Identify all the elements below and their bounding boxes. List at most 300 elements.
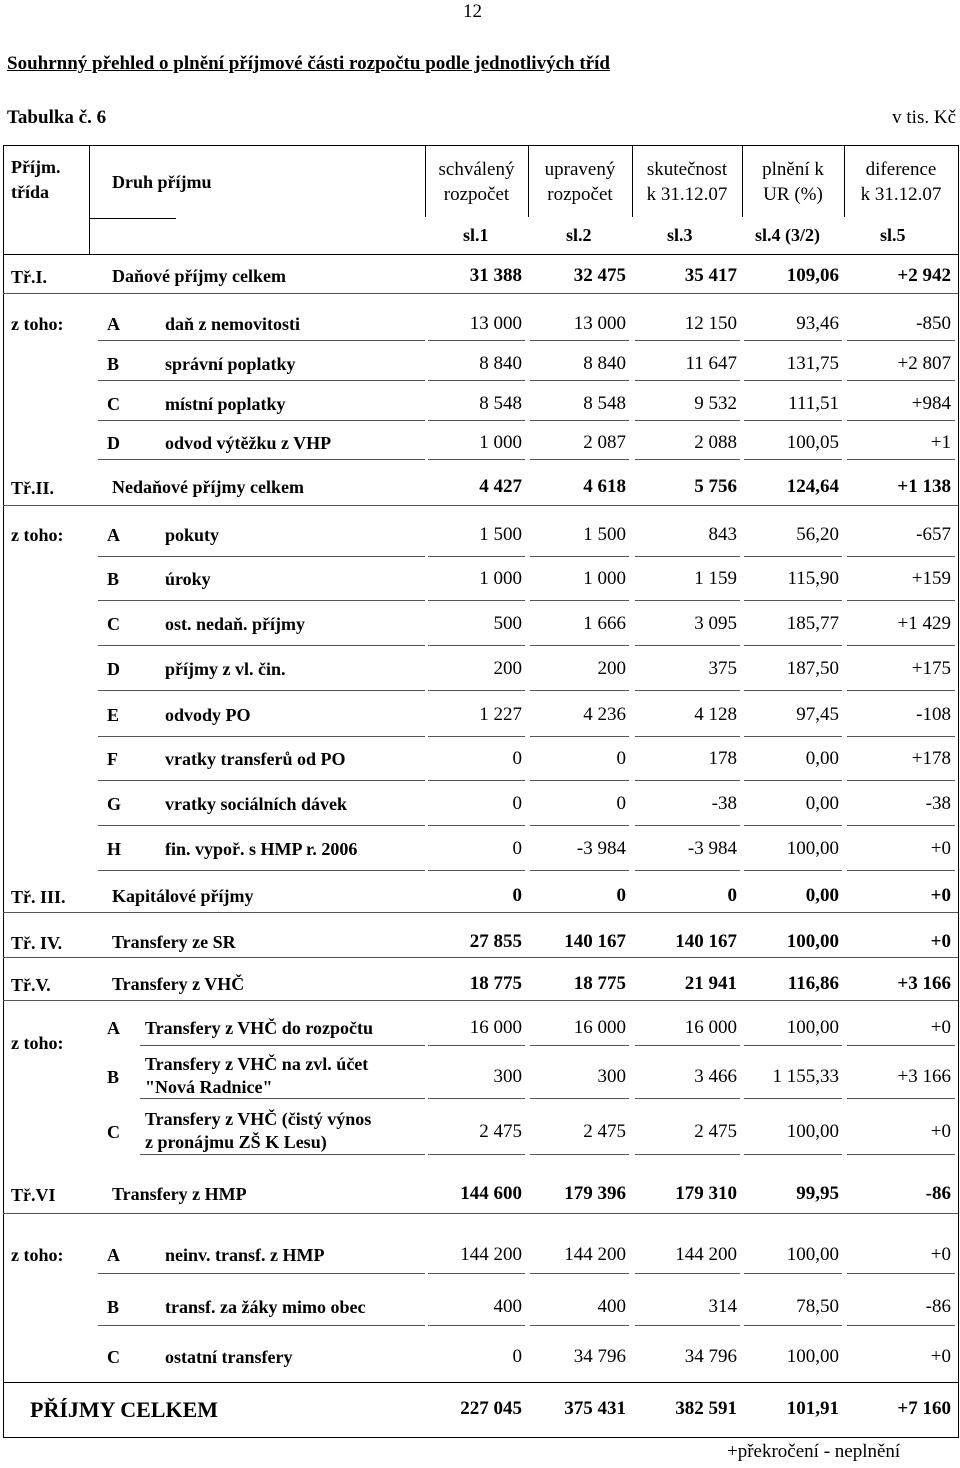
item-name: transf. za žáky mimo obec: [165, 1297, 366, 1317]
cell-divider: [635, 1273, 740, 1274]
value-cell: 100,00: [786, 1017, 839, 1038]
row-divider: [98, 736, 425, 737]
cell-divider: [428, 380, 525, 381]
cell-divider: [428, 340, 525, 341]
value-cell: +178: [911, 748, 951, 769]
value-cell: 2 475: [583, 1121, 626, 1142]
value-cell: 35 417: [684, 265, 737, 286]
value-cell: +0: [930, 1346, 951, 1367]
cell-divider: [428, 459, 525, 460]
item-name: ostatní transfery: [165, 1347, 293, 1367]
value-cell: 12 150: [684, 313, 737, 334]
row-divider: [140, 1045, 425, 1046]
cell-divider: [530, 690, 629, 691]
value-cell: 843: [708, 524, 737, 545]
value-cell: 0: [616, 885, 626, 906]
value-cell: 111,51: [788, 393, 839, 414]
value-cell: +984: [911, 393, 951, 414]
item-name: Nedaňové příjmy celkem: [112, 477, 304, 497]
value-cell: 0: [512, 748, 522, 769]
cell-divider: [530, 1325, 629, 1326]
row-divider: [3, 293, 958, 294]
item-letter: B: [107, 1297, 120, 1317]
value-cell: -108: [916, 704, 951, 725]
cell-divider: [635, 459, 740, 460]
cell-divider: [530, 556, 629, 557]
value-cell: 31 388: [469, 265, 522, 286]
value-cell: 97,45: [796, 704, 839, 725]
header-c5-l2: k 31.12.07: [860, 184, 942, 205]
value-cell: -86: [925, 1183, 951, 1204]
value-cell: 21 941: [684, 973, 737, 994]
z-toho-label: z toho:: [11, 525, 64, 545]
cell-divider: [428, 1154, 525, 1155]
value-cell: 0: [727, 885, 737, 906]
value-cell: +0: [930, 838, 951, 859]
value-cell: 1 155,33: [772, 1066, 839, 1087]
cell-divider: [428, 420, 525, 421]
value-cell: 115,90: [787, 568, 839, 589]
row-divider: [98, 780, 425, 781]
cell-divider: [428, 825, 525, 826]
table-label: Tabulka č. 6: [7, 107, 107, 128]
cell-divider: [744, 825, 842, 826]
value-cell: +1 138: [897, 476, 951, 497]
value-cell: +0: [930, 1244, 951, 1265]
value-cell: 100,00: [786, 1121, 839, 1142]
value-cell: 34 796: [684, 1346, 737, 1367]
cell-divider: [847, 736, 955, 737]
value-cell: 0: [512, 838, 522, 859]
row-divider: [3, 1000, 958, 1001]
value-cell: 179 310: [675, 1183, 737, 1204]
value-cell: 300: [493, 1066, 522, 1087]
value-cell: -657: [916, 524, 951, 545]
cell-divider: [635, 556, 740, 557]
header-c5-l1: diference: [865, 159, 937, 180]
item-letter: A: [107, 1018, 120, 1038]
cell-divider: [530, 780, 629, 781]
cell-divider: [847, 825, 955, 826]
header-s5: sl.5: [880, 225, 906, 245]
value-cell: -850: [916, 313, 951, 334]
cell-divider: [847, 459, 955, 460]
value-cell: +3 166: [897, 973, 951, 994]
class-code: Tř. III.: [11, 887, 66, 907]
value-cell: 100,00: [786, 838, 839, 859]
row-divider: [3, 912, 958, 913]
cell-divider: [428, 1273, 525, 1274]
cell-divider: [635, 690, 740, 691]
row-divider: [98, 825, 425, 826]
cell-divider: [635, 1045, 740, 1046]
cell-divider: [847, 1098, 955, 1099]
cell-divider: [847, 870, 955, 871]
row-divider: [3, 957, 958, 958]
value-cell: 100,00: [786, 1244, 839, 1265]
value-cell: 100,00: [786, 931, 839, 952]
item-name: vratky sociálních dávek: [165, 794, 348, 814]
item-name: správní poplatky: [165, 354, 296, 374]
value-cell: 1 500: [583, 524, 626, 545]
cell-divider: [530, 420, 629, 421]
row-divider: [98, 645, 425, 646]
cell-divider: [744, 1098, 842, 1099]
value-cell: 1 000: [479, 568, 522, 589]
page-title: Souhrnný přehled o plnění příjmové části rozpočtu podle jednotlivých tříd: [7, 53, 610, 74]
value-cell: 1 159: [694, 568, 737, 589]
cell-divider: [428, 1325, 525, 1326]
value-cell: 185,77: [786, 613, 839, 634]
value-cell: 227 045: [460, 1398, 522, 1419]
cell-divider: [428, 780, 525, 781]
value-cell: 178: [708, 748, 737, 769]
value-cell: 0,00: [805, 885, 839, 906]
value-cell: 78,50: [796, 1296, 839, 1317]
class-code: Tř.V.: [11, 975, 51, 995]
class-code: Tř. IV.: [11, 933, 63, 953]
value-cell: 144 200: [460, 1244, 522, 1265]
cell-divider: [744, 420, 842, 421]
item-name: úroky: [165, 569, 211, 589]
cell-divider: [635, 600, 740, 601]
header-s3: sl.3: [667, 225, 693, 245]
cell-divider: [530, 1098, 629, 1099]
value-cell: 56,20: [796, 524, 839, 545]
value-cell: 1 000: [583, 568, 626, 589]
item-letter: C: [107, 614, 120, 634]
class-code: Tř.II.: [11, 478, 55, 498]
value-cell: 124,64: [786, 476, 839, 497]
item-letter: B: [107, 569, 120, 589]
cell-divider: [530, 870, 629, 871]
value-cell: 116,86: [787, 973, 839, 994]
value-cell: 375 431: [564, 1398, 626, 1419]
cell-divider: [428, 1045, 525, 1046]
value-cell: 9 532: [694, 393, 737, 414]
cell-divider: [744, 870, 842, 871]
value-cell: 16 000: [684, 1017, 737, 1038]
value-cell: 18 775: [573, 973, 626, 994]
item-name: odvody PO: [165, 705, 251, 725]
row-divider: [98, 340, 425, 341]
item-letter: C: [107, 394, 120, 414]
cell-divider: [744, 1154, 842, 1155]
cell-divider: [635, 780, 740, 781]
value-cell: 16 000: [469, 1017, 522, 1038]
value-cell: 200: [493, 658, 522, 679]
value-cell: 32 475: [573, 265, 626, 286]
value-cell: +2 807: [897, 353, 951, 374]
row-divider: [140, 1098, 425, 1099]
value-cell: 0: [512, 1346, 522, 1367]
row-divider: [3, 505, 958, 506]
row-divider: [98, 870, 425, 871]
footnote: +překročení - neplnění: [727, 1441, 901, 1462]
item-letter: H: [107, 839, 122, 859]
cell-divider: [847, 420, 955, 421]
cell-divider: [847, 1154, 955, 1155]
value-cell: +1: [930, 432, 951, 453]
cell-divider: [635, 645, 740, 646]
item-name: daň z nemovitosti: [165, 314, 300, 334]
header-s2: sl.2: [566, 225, 592, 245]
cell-divider: [744, 556, 842, 557]
header-class-l1: Příjm.: [11, 157, 61, 177]
item-name-line1: Transfery z VHČ na zvl. účet: [145, 1054, 369, 1074]
cell-divider: [744, 600, 842, 601]
cell-divider: [744, 736, 842, 737]
cell-divider: [635, 340, 740, 341]
item-name: Kapitálové příjmy: [112, 886, 254, 906]
item-name: neinv. transf. z HMP: [165, 1245, 325, 1265]
item-name: vratky transferů od PO: [165, 749, 346, 769]
header-c2-l2: rozpočet: [547, 184, 613, 205]
value-cell: 99,95: [796, 1183, 839, 1204]
cell-divider: [744, 690, 842, 691]
value-cell: 375: [708, 658, 737, 679]
cell-divider: [847, 690, 955, 691]
item-letter: A: [107, 525, 120, 545]
value-cell: 18 775: [469, 973, 522, 994]
value-cell: +3 166: [897, 1066, 951, 1087]
cell-divider: [635, 380, 740, 381]
header-c1-l1: schválený: [438, 159, 515, 180]
cell-divider: [744, 1325, 842, 1326]
value-cell: 2 475: [694, 1121, 737, 1142]
header-c2-l1: upravený: [544, 159, 616, 180]
value-cell: 0,00: [805, 793, 839, 814]
cell-divider: [744, 645, 842, 646]
row-divider: [98, 1273, 425, 1274]
value-cell: +2 942: [897, 265, 951, 286]
item-letter: C: [107, 1122, 120, 1142]
row-divider: [98, 420, 425, 421]
item-letter: G: [107, 794, 122, 814]
value-cell: +0: [930, 1121, 951, 1142]
value-cell: 3 095: [694, 613, 737, 634]
value-cell: 187,50: [786, 658, 839, 679]
value-cell: 27 855: [469, 931, 522, 952]
value-cell: 13 000: [573, 313, 626, 334]
value-cell: 144 200: [675, 1244, 737, 1265]
total-label: PŘÍJMY CELKEM: [30, 1397, 219, 1422]
value-cell: 8 548: [479, 393, 522, 414]
value-cell: 16 000: [573, 1017, 626, 1038]
cell-divider: [428, 645, 525, 646]
class-code: Tř.I.: [11, 267, 47, 287]
item-name: Transfery z VHČ do rozpočtu: [145, 1018, 373, 1038]
value-cell: +0: [930, 1017, 951, 1038]
value-cell: 400: [493, 1296, 522, 1317]
value-cell: -86: [925, 1296, 951, 1317]
item-letter: F: [107, 749, 118, 769]
value-cell: 140 167: [675, 931, 737, 952]
cell-divider: [847, 1325, 955, 1326]
cell-divider: [847, 780, 955, 781]
item-name: místní poplatky: [165, 394, 286, 414]
value-cell: +175: [911, 658, 951, 679]
cell-divider: [635, 1325, 740, 1326]
value-cell: 8 548: [583, 393, 626, 414]
cell-divider: [847, 600, 955, 601]
value-cell: 4 236: [583, 704, 626, 725]
value-cell: +159: [911, 568, 951, 589]
item-name: ost. nedaň. příjmy: [165, 614, 306, 634]
value-cell: -3 984: [576, 838, 626, 859]
item-letter: A: [107, 1245, 120, 1265]
cell-divider: [744, 1273, 842, 1274]
value-cell: 4 427: [479, 476, 522, 497]
cell-divider: [635, 870, 740, 871]
cell-divider: [530, 380, 629, 381]
value-cell: 100,05: [786, 432, 839, 453]
value-cell: 5 756: [694, 476, 737, 497]
value-cell: 0: [512, 793, 522, 814]
class-code: Tř.VI: [11, 1185, 56, 1205]
item-name-line2: "Nová Radnice": [145, 1077, 273, 1097]
value-cell: 4 618: [583, 476, 626, 497]
header-c4-l1: plnění k: [762, 159, 824, 180]
cell-divider: [428, 690, 525, 691]
cell-divider: [530, 736, 629, 737]
row-divider: [140, 1154, 425, 1155]
header-s4: sl.4 (3/2): [755, 225, 820, 245]
row-divider: [98, 1325, 425, 1326]
value-cell: +0: [930, 885, 951, 906]
row-divider: [3, 1213, 958, 1214]
value-cell: 0: [512, 885, 522, 906]
item-name: odvod výtěžku z VHP: [165, 433, 332, 453]
cell-divider: [744, 340, 842, 341]
cell-divider: [530, 1273, 629, 1274]
item-letter: A: [107, 314, 120, 334]
value-cell: 131,75: [786, 353, 839, 374]
item-letter: D: [107, 433, 120, 453]
value-cell: 8 840: [583, 353, 626, 374]
header-c3-l2: k 31.12.07: [646, 184, 728, 205]
value-cell: +7 160: [897, 1398, 951, 1419]
row-divider: [98, 600, 425, 601]
value-cell: 144 600: [460, 1183, 522, 1204]
value-cell: 300: [597, 1066, 626, 1087]
value-cell: 11 647: [685, 353, 737, 374]
cell-divider: [635, 1154, 740, 1155]
value-cell: 179 396: [564, 1183, 626, 1204]
header-type: Druh příjmu: [112, 172, 212, 192]
item-name: příjmy z vl. čin.: [165, 659, 286, 679]
cell-divider: [428, 600, 525, 601]
row-divider: [98, 556, 425, 557]
item-name-line2: z pronájmu ZŠ K Lesu): [145, 1132, 327, 1152]
page-number: 12: [463, 1, 482, 22]
value-cell: +0: [930, 931, 951, 952]
value-cell: 140 167: [564, 931, 626, 952]
cell-divider: [847, 380, 955, 381]
cell-divider: [744, 780, 842, 781]
value-cell: 1 500: [479, 524, 522, 545]
value-cell: 1 000: [479, 432, 522, 453]
cell-divider: [635, 420, 740, 421]
value-cell: 382 591: [675, 1398, 737, 1419]
cell-divider: [635, 736, 740, 737]
item-name: fin. vypoř. s HMP r. 2006: [165, 839, 358, 859]
row-divider: [98, 690, 425, 691]
header-c4-l2: UR (%): [763, 184, 823, 205]
cell-divider: [530, 1154, 629, 1155]
unit-label: v tis. Kč: [892, 107, 956, 128]
row-divider: [98, 380, 425, 381]
item-letter: C: [107, 1347, 120, 1367]
value-cell: 0,00: [805, 748, 839, 769]
cell-divider: [530, 459, 629, 460]
item-letter: B: [107, 1067, 120, 1087]
value-cell: 4 128: [694, 704, 737, 725]
cell-divider: [847, 645, 955, 646]
value-cell: 0: [616, 748, 626, 769]
cell-divider: [744, 380, 842, 381]
item-letter: B: [107, 354, 120, 374]
value-cell: 34 796: [573, 1346, 626, 1367]
value-cell: -38: [711, 793, 737, 814]
value-cell: 109,06: [786, 265, 839, 286]
value-cell: 314: [708, 1296, 737, 1317]
value-cell: 200: [597, 658, 626, 679]
value-cell: 3 466: [694, 1066, 737, 1087]
cell-divider: [530, 600, 629, 601]
value-cell: 8 840: [479, 353, 522, 374]
value-cell: 101,91: [786, 1398, 839, 1419]
value-cell: -38: [925, 793, 951, 814]
cell-divider: [635, 825, 740, 826]
value-cell: 400: [597, 1296, 626, 1317]
cell-divider: [744, 1045, 842, 1046]
value-cell: 144 200: [564, 1244, 626, 1265]
z-toho-label: z toho:: [11, 1245, 64, 1265]
item-letter: D: [107, 659, 120, 679]
z-toho-label: z toho:: [11, 314, 64, 334]
value-cell: 2 475: [479, 1121, 522, 1142]
cell-divider: [847, 556, 955, 557]
header-c1-l2: rozpočet: [443, 184, 510, 205]
cell-divider: [635, 1098, 740, 1099]
item-name: Daňové příjmy celkem: [112, 266, 286, 286]
value-cell: 100,00: [786, 1346, 839, 1367]
cell-divider: [847, 1273, 955, 1274]
value-cell: 2 088: [694, 432, 737, 453]
header-c3-l1: skutečnost: [646, 159, 728, 180]
item-letter: E: [107, 705, 120, 725]
item-name: pokuty: [165, 525, 220, 545]
value-cell: 13 000: [469, 313, 522, 334]
value-cell: 93,46: [796, 313, 839, 334]
header-s1: sl.1: [463, 225, 489, 245]
item-name: Transfery z HMP: [112, 1184, 247, 1204]
value-cell: 0: [616, 793, 626, 814]
value-cell: 1 666: [583, 613, 626, 634]
z-toho-label: z toho:: [11, 1033, 64, 1053]
value-cell: 500: [493, 613, 522, 634]
cell-divider: [428, 736, 525, 737]
cell-divider: [847, 1045, 955, 1046]
value-cell: +1 429: [897, 613, 951, 634]
header-class-l2: třída: [11, 182, 49, 202]
cell-divider: [530, 1045, 629, 1046]
cell-divider: [847, 340, 955, 341]
item-name: Transfery z VHČ: [112, 974, 245, 994]
cell-divider: [428, 556, 525, 557]
cell-divider: [744, 459, 842, 460]
